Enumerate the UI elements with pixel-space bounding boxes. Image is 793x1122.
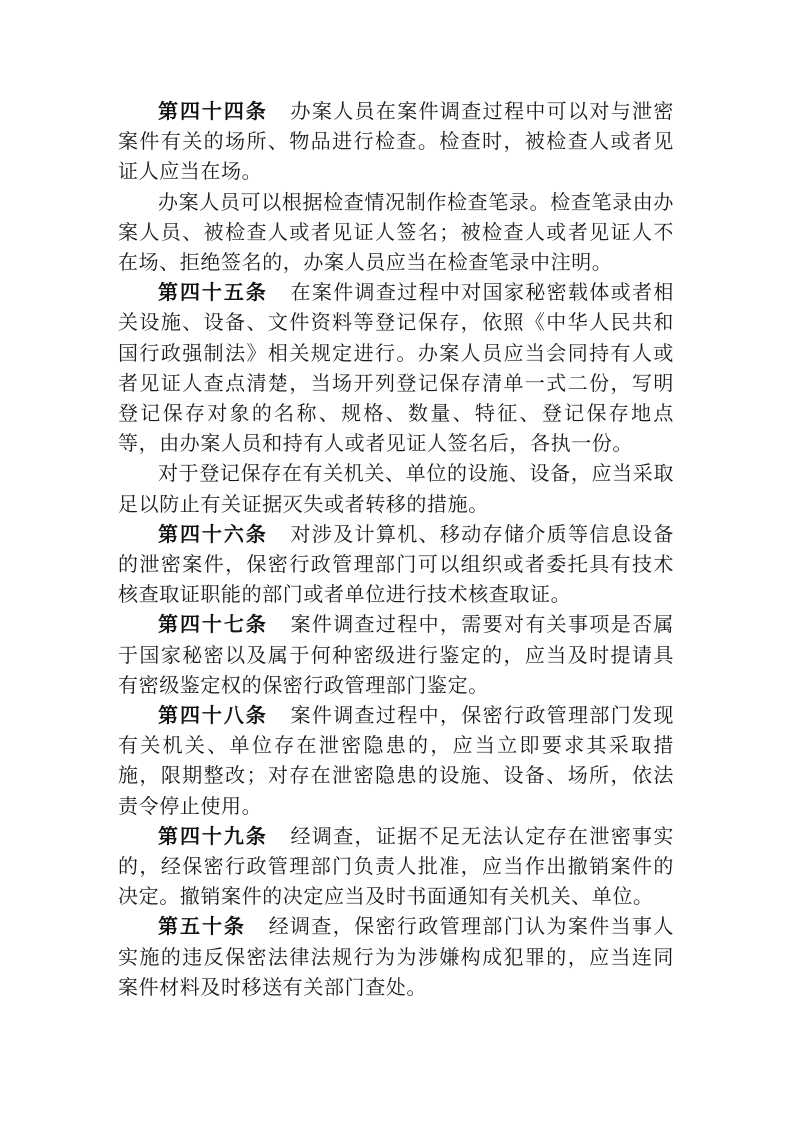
article-44-paragraph <box>118 96 674 187</box>
article-heading: 第四十六条 <box>158 521 268 546</box>
article-text: 案件调查过程中，需要对有关事项是否属于国家秘密以及属于何种密级进行鉴定的，应当及时提请具有密级鉴定权的保密行政管理部门鉴定。 <box>118 612 675 697</box>
article-47-paragraph <box>118 609 674 700</box>
article-heading: 第四十八条 <box>158 703 268 728</box>
article-text: 经调查，证据不足无法认定存在泄密事实的，经保密行政管理部门负责人批准，应当作出撤销案件的决定。撤销案件的决定应当及时书面通知有关机关、单位。 <box>118 823 675 909</box>
article-heading: 第四十七条 <box>158 612 268 637</box>
article-text: 对涉及计算机、移动存储介质等信息设备的泄密案件，保密行政管理部门可以组织或者委托具有技术核查取证职能的部门或者单位进行技术核查取证。 <box>118 521 675 607</box>
article-45-paragraph <box>118 277 674 458</box>
article-heading: 第四十五条 <box>158 280 268 305</box>
document-body <box>118 96 674 1002</box>
article-heading: 第五十条 <box>158 914 246 939</box>
article-heading: 第四十九条 <box>158 823 268 848</box>
article-text: 经调查，保密行政管理部门认为案件当事人实施的违反保密法律法规行为为涉嫌构成犯罪的，应当连同案件材料及时移送有关部门查处。 <box>118 914 674 999</box>
article-text: 办案人员在案件调查过程中可以对与泄密案件有关的场所、物品进行检查。检查时，被检查人或者见证人应当在场。 <box>118 99 675 184</box>
article-text: 在案件调查过程中对国家秘密载体或者相关设施、设备、文件资料等登记保存，依照《中华人民共和国行政强制法》相关规定进行。办案人员应当会同持有人或者见证人查点清楚，当场开列登记保存清单一式二份，写明登记保存对象的名称、规格、数量、特征、登记保存地点等，由办案人员和持有人或者见证人签名后，各执一份。 <box>118 280 675 456</box>
article-45-paragraph-2 <box>118 458 674 518</box>
article-44-paragraph-2 <box>118 187 674 278</box>
article-48-paragraph <box>118 700 674 821</box>
paragraph-text: 对于登记保存在有关机关、单位的设施、设备，应当采取足以防止有关证据灭失或者转移的措施。 <box>118 461 674 516</box>
paragraph-text: 办案人员可以根据检查情况制作检查笔录。检查笔录由办案人员、被检查人或者见证人签名；被检查人或者见证人不在场、拒绝签名的，办案人员应当在检查笔录中注明。 <box>118 189 674 275</box>
article-text: 案件调查过程中，保密行政管理部门发现有关机关、单位存在泄密隐患的，应当立即要求其采取措施，限期整改；对存在泄密隐患的设施、设备、场所，依法责令停止使用。 <box>118 703 675 818</box>
article-50-paragraph <box>118 911 674 1002</box>
article-heading: 第四十四条 <box>158 99 268 123</box>
article-49-paragraph <box>118 821 674 912</box>
article-46-paragraph <box>118 519 674 610</box>
